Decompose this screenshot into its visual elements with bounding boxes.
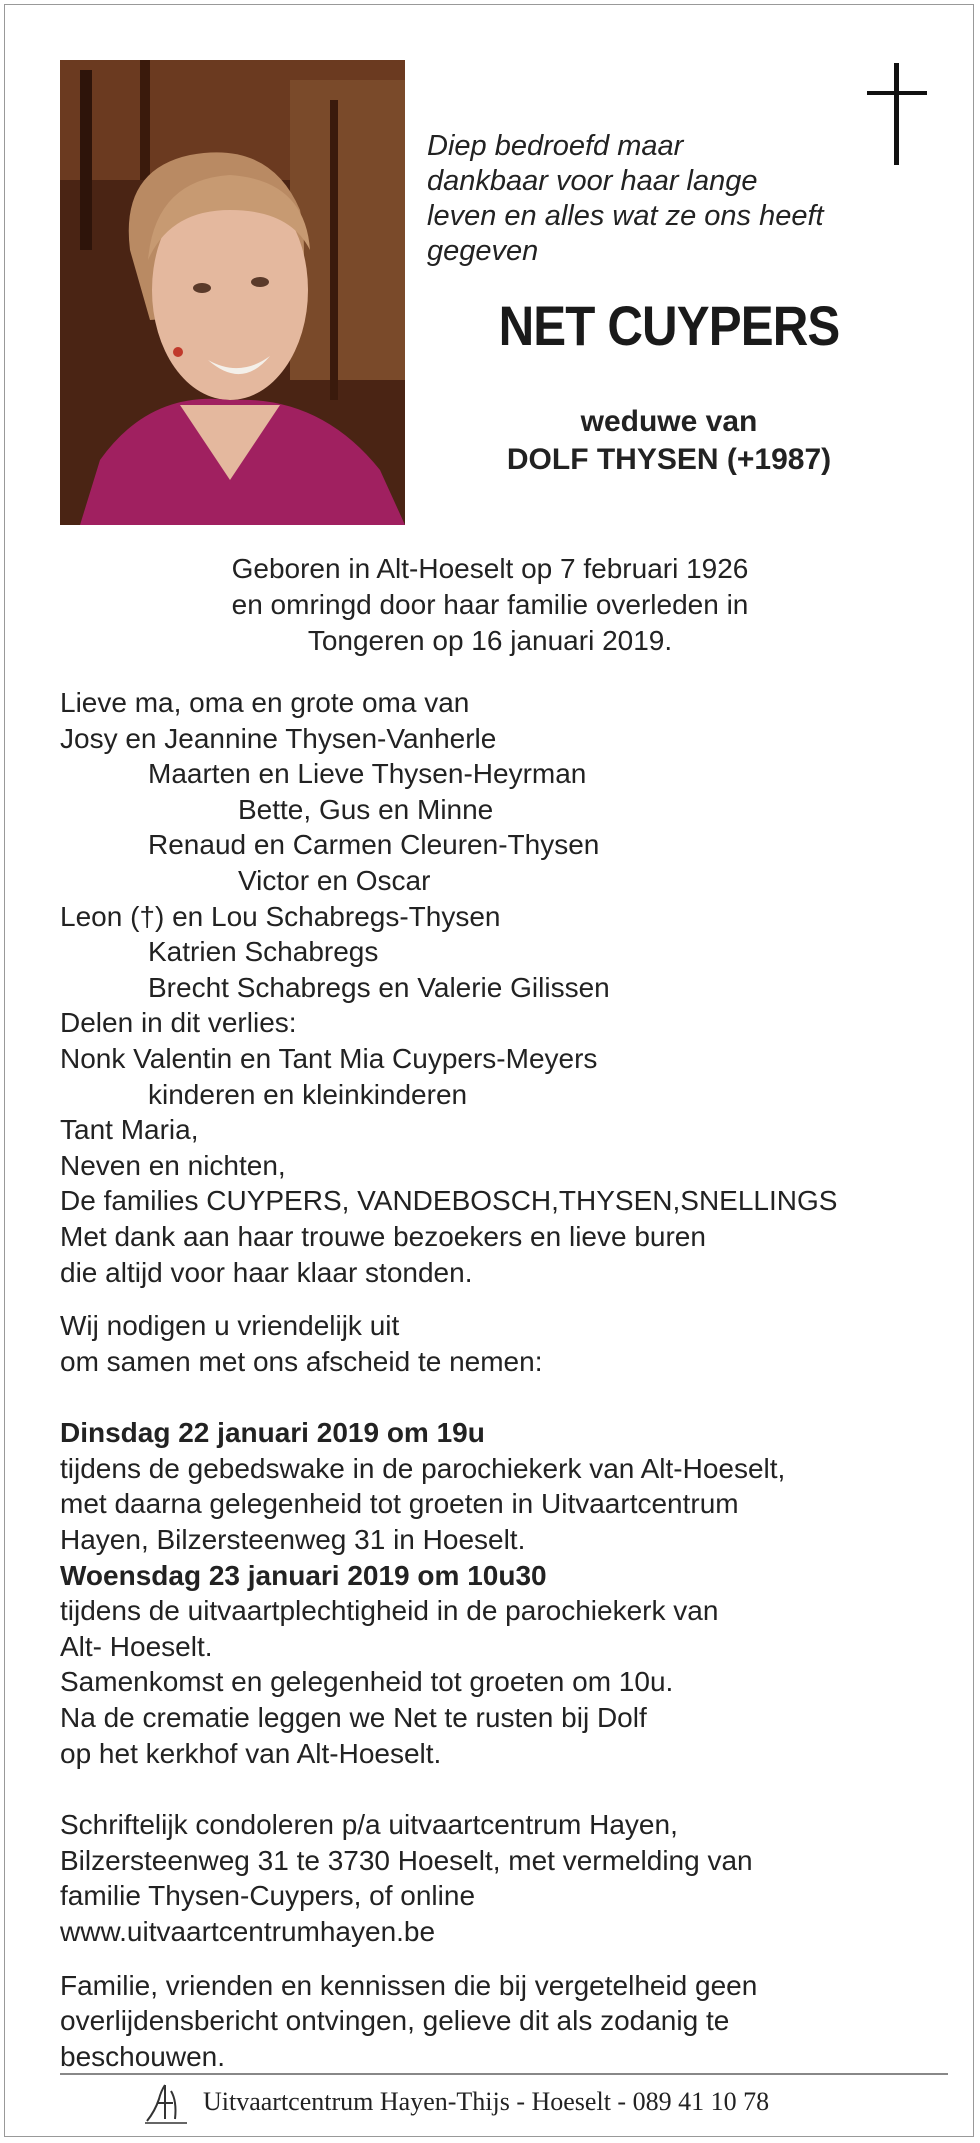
family-line: Delen in dit verlies: bbox=[60, 1007, 297, 1039]
obituary-card bbox=[4, 4, 974, 2137]
family-line: Nonk Valentin en Tant Mia Cuypers-Meyers bbox=[60, 1042, 598, 1074]
widow-label: weduwe van bbox=[580, 405, 758, 438]
condolence-line: Bilzersteenweg 31 te 3730 Hoeselt, met vermelding van bbox=[60, 1844, 753, 1876]
event-line: op het kerkhof van Alt-Hoeselt. bbox=[60, 1737, 442, 1769]
family-line: Leon (†) en Lou Schabregs-Thysen bbox=[60, 900, 501, 932]
family-line: Met dank aan haar trouwe bezoekers en lieve buren bbox=[60, 1220, 706, 1252]
footer-divider bbox=[60, 2073, 948, 2075]
motto-line: gegeven bbox=[427, 235, 539, 267]
spouse-name: DOLF THYSEN (+1987) bbox=[506, 443, 832, 476]
family-line: Brecht Schabregs en Valerie Gilissen bbox=[148, 971, 610, 1003]
deceased-name: NET CUYPERS bbox=[498, 294, 840, 357]
born-line: Tongeren op 16 januari 2019. bbox=[307, 625, 673, 656]
family-line: kinderen en kleinkinderen bbox=[148, 1078, 468, 1110]
notice-line: overlijdensbericht ontvingen, gelieve dit als zodanig te bbox=[60, 2005, 730, 2037]
family-line: De families CUYPERS, VANDEBOSCH,THYSEN,SNELLINGS bbox=[60, 1185, 838, 1217]
invite-line: om samen met ons afscheid te nemen: bbox=[60, 1345, 543, 1377]
condolence-line: Schriftelijk condoleren p/a uitvaartcentrum Hayen, bbox=[60, 1809, 678, 1841]
born-line: Geboren in Alt-Hoeselt op 7 februari 1926 bbox=[231, 553, 749, 584]
motto-line: Diep bedroefd maar bbox=[427, 130, 684, 162]
widow-block bbox=[425, 403, 913, 479]
family-line: Lieve ma, oma en grote oma van bbox=[60, 687, 470, 718]
notice-line: beschouwen. bbox=[60, 2040, 226, 2072]
birth-death-info bbox=[60, 551, 920, 659]
family-line: Renaud en Carmen Cleuren-Thysen bbox=[148, 829, 600, 861]
funeral-home-logo-icon bbox=[141, 2081, 193, 2127]
footer-text: Uitvaartcentrum Hayen-Thijs - Hoeselt - 089 41 10 78 bbox=[203, 2087, 770, 2116]
family-line: Neven en nichten, bbox=[60, 1149, 286, 1181]
portrait-photo bbox=[60, 60, 405, 525]
event-line: tijdens de uitvaartplechtigheid in de parochiekerk van bbox=[60, 1595, 719, 1627]
event-line: tijdens de gebedswake in de parochiekerk van Alt-Hoeselt, bbox=[60, 1452, 786, 1484]
event-line: Samenkomst en gelegenheid tot groeten om 10u. bbox=[60, 1666, 674, 1698]
family-line: Katrien Schabregs bbox=[148, 936, 379, 968]
invite-line: Wij nodigen u vriendelijk uit bbox=[60, 1310, 400, 1342]
family-line: Josy en Jeannine Thysen-Vanherle bbox=[60, 722, 497, 754]
family-line: Victor en Oscar bbox=[238, 864, 431, 896]
event-line: met daarna gelegenheid tot groeten in Uitvaartcentrum bbox=[60, 1488, 739, 1520]
condolence-url[interactable]: www.uitvaartcentrumhayen.be bbox=[60, 1916, 436, 1947]
motto-line: leven en alles wat ze ons heeft bbox=[427, 200, 824, 232]
event-line: Hayen, Bilzersteenweg 31 in Hoeselt. bbox=[60, 1524, 526, 1556]
cross-icon bbox=[867, 63, 927, 165]
family-line: Tant Maria, bbox=[60, 1114, 199, 1146]
event-line: Na de crematie leggen we Net te rusten bij Dolf bbox=[60, 1702, 647, 1734]
obituary-body bbox=[60, 685, 940, 2074]
notice-line: Familie, vrienden en kennissen die bij vergetelheid geen bbox=[60, 1969, 758, 2001]
family-line: Maarten en Lieve Thysen-Heyrman bbox=[148, 758, 587, 790]
motto bbox=[427, 129, 847, 269]
born-line: en omringd door haar familie overleden in bbox=[231, 589, 749, 620]
condolence-line: familie Thysen-Cuypers, of online bbox=[60, 1880, 476, 1912]
motto-line: dankbaar voor haar lange bbox=[427, 165, 758, 197]
family-line: die altijd voor haar klaar stonden. bbox=[60, 1256, 473, 1288]
family-line: Bette, Gus en Minne bbox=[238, 793, 494, 825]
event-heading: Woensdag 23 januari 2019 om 10u30 bbox=[60, 1559, 547, 1591]
event-heading: Dinsdag 22 januari 2019 om 19u bbox=[60, 1417, 485, 1449]
event-line: Alt- Hoeselt. bbox=[60, 1630, 213, 1662]
